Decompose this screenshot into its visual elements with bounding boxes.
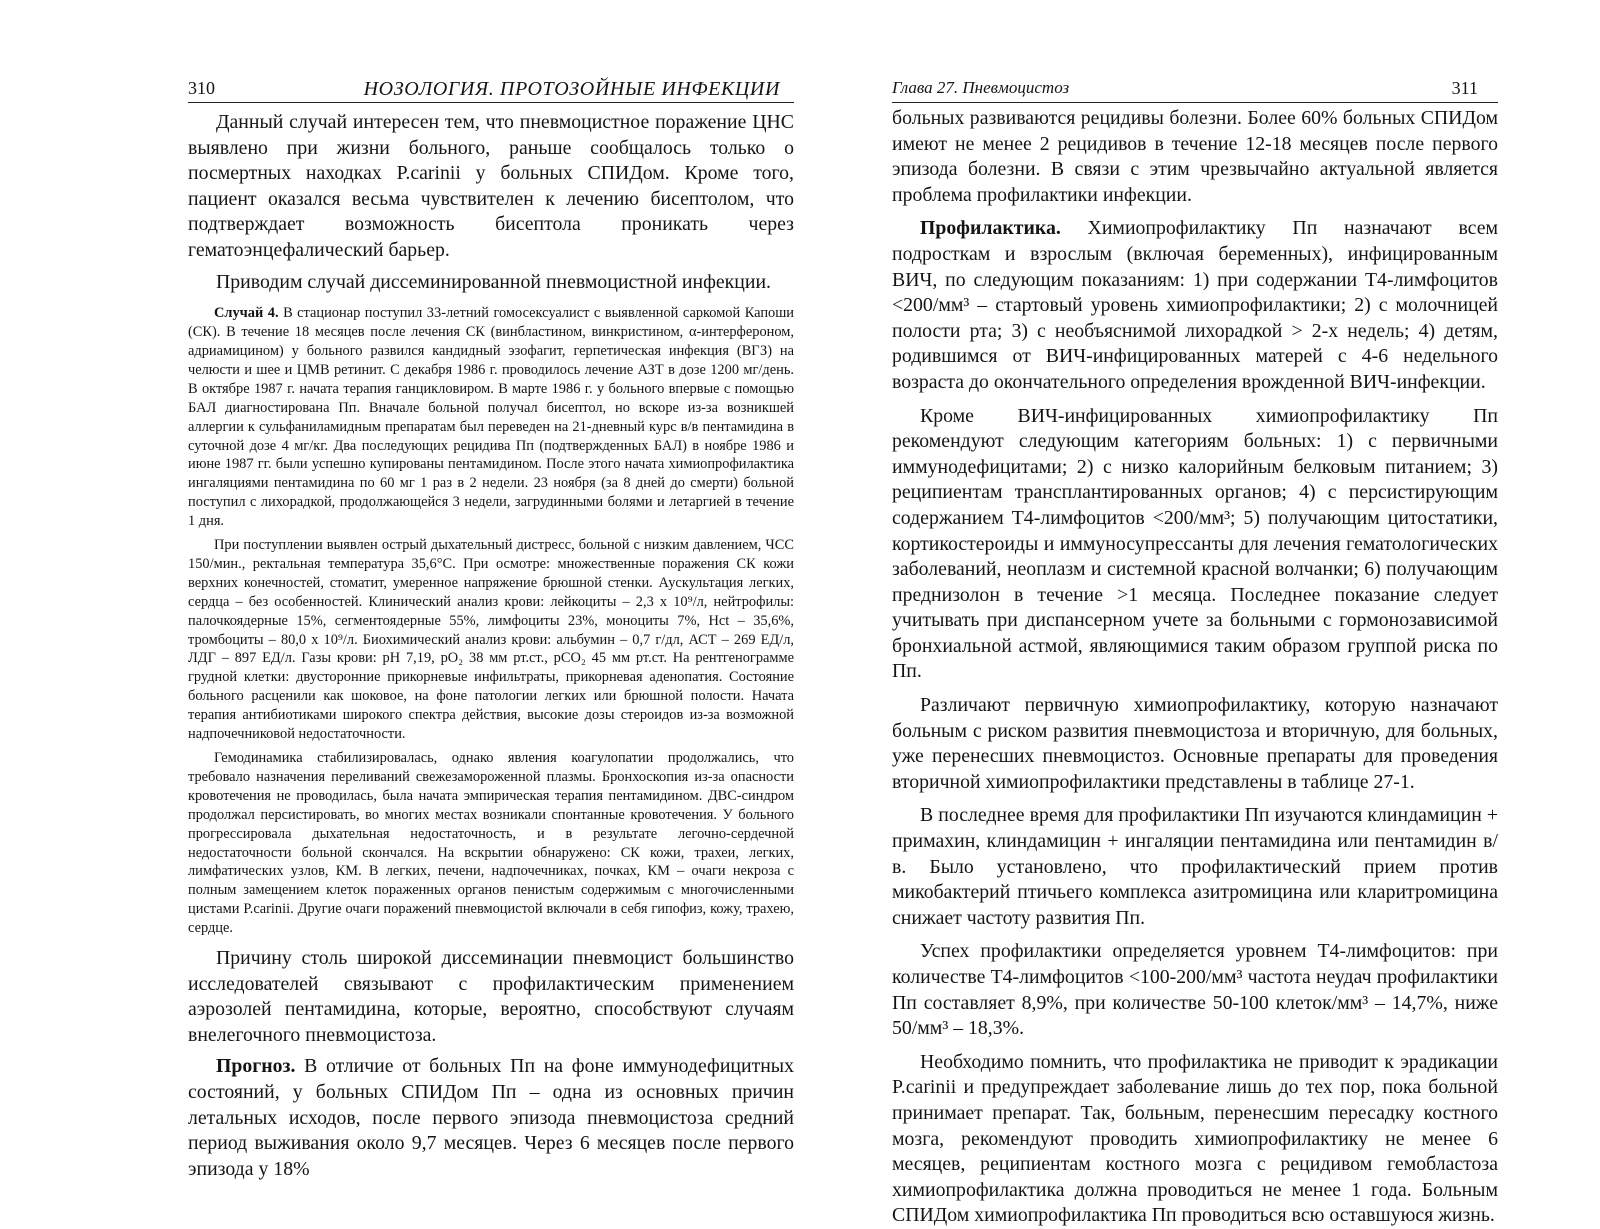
- left-page-number: 310: [188, 78, 215, 98]
- paragraph: Различают первичную химиопрофилактику, которую назначают больным с риском развития пневмоцистоза и вторичную, для больных, уже перенесших пневмоцистоз. Основные препараты для проведения вторичной химиопрофилактики представлены в таблице 27-1.: [892, 694, 1498, 793]
- case-paragraph: [188, 304, 794, 531]
- left-running-header: [188, 78, 794, 103]
- paragraph: В последнее время для профилактики Пп изучаются клиндамицин + примахин, клиндамицин + ингаляции пентамидина или пентамидин в/в. Было установлено, что профилактический прием против микобактерий птичьего комплекса азитромицина или кларитромицина снижает частоту развития Пп.: [892, 804, 1498, 929]
- right-page-body: [892, 106, 1498, 1229]
- left-page: [188, 0, 794, 1180]
- paragraph: Успех профилактики определяется уровнем Т4-лимфоцитов: при количестве Т4-лимфоцитов <100-200/мм³ частота неудач профилактики Пп составляет 8,9%, при количестве 50-100 клеток/мм³ – 14,7%, ниже 50/мм³ – 18,3%.: [892, 940, 1498, 1040]
- right-running-header: [892, 78, 1498, 103]
- prognosis-label: Прогноз.: [216, 1055, 296, 1078]
- paragraph: Причину столь широкой диссеминации пневмоцист большинство исследователей связывают с профилактическим применением аэрозолей пентамидина, которые, вероятно, способствуют случаям внелегочного пневмоцистоза.: [188, 947, 794, 1046]
- case-label: Случай 4.: [214, 305, 279, 322]
- case-text: В стационар поступил 33-летний гомосексуалист с выявленной саркомой Капоши (СК). В течение 18 месяцев после лечения СК (винбластином, винкристином, α-интерфероном, адриамицином) у больного развился кандидный эзофагит, герпетическая инфекция (ВГЗ) на челюсти и шее и ЦМВ ретинит. С декабря 1986 г. проводилось лечение АЗТ в дозе 1200 мг/день. В октябре 1987 г. начата терапия ганцикловиром. В марте 1986 г. у больного впервые с помощью БАЛ диагностирована Пп. Вначале больной получал бисептол, но вскоре из-за возникшей аллергии к сульфаниламидным препаратам был переведен на 21-дневный курс в/в пентамидина в суточной дозе 4 мг/кг. Два последующих рецидива Пп (подтвержденных БАЛ) в ноябре 1986 и июне 1987 гг. были успешно купированы пентамидином. После этого начата химиопрофилактика ингаляциями пентамидина по 60 мг 1 раз в 2 недели. 23 ноября (за 8 дней до смерти) больной поступил с лихорадкой, продолжающейся 3 недели, загрудинными болями и летаргией в течение 1 дня.: [188, 305, 794, 530]
- prophylaxis-text: Химиопрофилактику Пп назначают всем подросткам и взрослым (включая беременных), инфицированным ВИЧ, по следующим показаниям: 1) при содержании Т4-лимфоцитов <200/мм³ – стартовый уровень химиопрофилактики; 2) с молочницей полости рта; 3) с необъяснимой лихорадкой > 2-х недель; 4) детям, родившимся от ВИЧ-инфицированных матерей с 4-6 недельного возраста до окончательного определения врожденной ВИЧ-инфекции.: [892, 217, 1498, 393]
- right-header-title: Глава 27. Пневмоцистоз: [892, 78, 1070, 97]
- prophylaxis-paragraph: [892, 216, 1498, 395]
- right-page: [892, 0, 1498, 1227]
- prophylaxis-label: Профилактика.: [920, 217, 1061, 240]
- right-page-number: 311: [1451, 78, 1478, 98]
- prognosis-paragraph: [188, 1054, 794, 1182]
- left-page-body: [188, 110, 794, 1182]
- paragraph: Гемодинамика стабилизировалась, однако явления коагулопатии продолжались, что требовало назначения переливаний свежезамороженной плазмы. Бронхоскопия из-за опасности кровотечения не проводилась, была начата эмпирическая терапия пентамидином. ДВС-синдром продолжал персистировать, во многих местах возникали спонтанные кровотечения. У больного прогрессировала дыхательная недостаточность, и в результате легочно-сердечной недостаточности больной скончался. На вскрытии обнаружено: СК кожи, трахеи, легких, лимфатических узлов, КМ. В легких, печени, надпочечниках, почках, КМ – очаги некроза с полным замещением клеток пораженных органов пенистым содержимым с многочисленными цистами P.carinii. Другие очаги поражений пневмоцистой включали в себя гипофиз, кожу, трахею, сердце.: [188, 750, 794, 937]
- paragraph: При поступлении выявлен острый дыхательный дистресс, больной с низким давлением, ЧСС 150/мин., ректальная температура 35,6°С. При осмотре: множественные поражения СК кожи верхних конечностей, стоматит, умеренное напряжение брюшной стенки. Аускультация легких, сердца – без особенностей. Клинический анализ крови: лейкоциты – 2,3 х 10⁹/л, нейтрофилы: палочкоядерные 15%, сегментоядерные 55%, лимфоциты 23%, моноциты 7%, Hct – 35,6%, тромбоциты – 80,0 х 10⁹/л. Биохимический анализ крови: альбумин – 0,7 г/дл, АСТ – 269 ЕД/л, ЛДГ – 897 ЕД/л. Газы крови: pH 7,19, pO₂ 38 мм рт.ст., pCO₂ 45 мм рт.ст. На рентгенограмме грудной клетки: двусторонние прикорневые инфильтраты, прикорневая аденопатия. Состояние больного расценили как шоковое, на фоне патологии легких или брюшной полости. Начата терапия антибиотиками широкого спектра действия, высокие дозы стероидов из-за возможной надпочечниковой недостаточности.: [188, 537, 794, 743]
- paragraph: Необходимо помнить, что профилактика не приводит к эрадикации P.carinii и предупреждает заболевание лишь до тех пор, пока больной принимает препарат. Так, больным, перенесшим пересадку костного мозга, рекомендуют проводить химиопрофилактику не менее 6 месяцев, реципиентам костного мозга с рецидивом гемобластоза химиопрофилактика должна проводиться не менее 1 года. Больным СПИДом химиопрофилактика Пп проводиться всю оставшуюся жизнь.: [892, 1050, 1498, 1227]
- prognosis-text: В отличие от больных Пп на фоне иммунодефицитных состояний, у больных СПИДом Пп – одна из основных причин летальных исходов, после первого эпизода пневмоцистоза средний период выживания около 9,7 месяцев. Через 6 месяцев после первого эпизода у 18%: [188, 1055, 794, 1180]
- paragraph: Приводим случай диссеминированной пневмоцистной инфекции.: [216, 270, 771, 293]
- left-header-title: НОЗОЛОГИЯ. ПРОТОЗОЙНЫЕ ИНФЕКЦИИ: [363, 78, 780, 100]
- paragraph: Кроме ВИЧ-инфицированных химиопрофилактику Пп рекомендуют следующим категориям больных: 1) с первичными иммунодефицитами; 2) с низко калорийным белковым питанием; 3) реципиентам трансплантированных органов; 4) с персистирующим содержанием Т4-лимфоцитов <200/мм³; 5) получающим цитостатики, кортикостероиды и иммуносупрессанты для лечения гематологических заболеваний, неоплазм и системной красной волчанки; 6) получающим преднизолон в течение >1 месяца. Последнее показание следует учитывать при диспансерном учете за больными с гормонозависимой бронхиальной астмой, являющимися таким образом группой риска по Пп.: [892, 404, 1498, 683]
- paragraph: больных развиваются рецидивы болезни. Более 60% больных СПИДом имеют не менее 2 рецидивов в течение 12-18 месяцев после первого эпизода болезни. В связи с этим чрезвычайно актуальной является проблема профилактики инфекции.: [892, 107, 1498, 206]
- paragraph: Данный случай интересен тем, что пневмоцистное поражение ЦНС выявлено при жизни больного, раньше сообщалось только о посмертных находках P.carinii у больных СПИДом. Кроме того, пациент оказался весьма чувствителен к лечению бисептолом, что подтверждает возможность бисептола проникать через гематоэнцефалический барьер.: [188, 111, 794, 261]
